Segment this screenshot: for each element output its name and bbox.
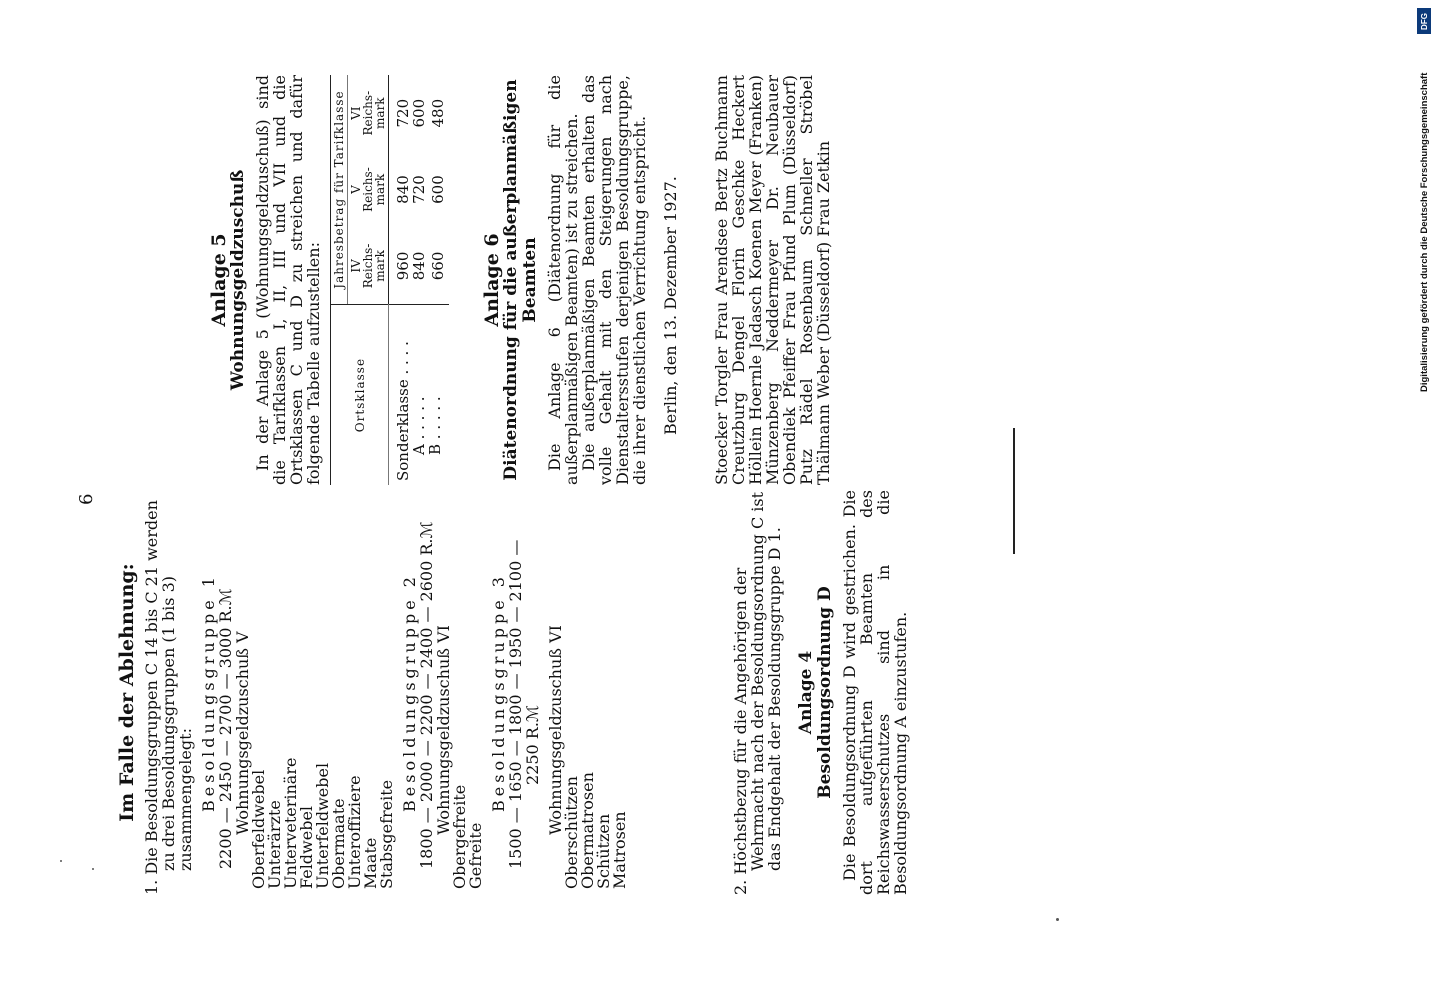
group-3-title: Besoldungsgruppe 3	[489, 573, 508, 812]
group-1-ranks	[251, 490, 395, 895]
table-row-label: Sonderklasse . . . .	[389, 305, 412, 485]
table-header-group: Jahresbetrag für Tarifklasse	[331, 75, 348, 305]
rotated-document-page	[60, 55, 920, 935]
item-2	[732, 490, 783, 895]
dfg-logo-text: DFG	[1419, 13, 1429, 30]
group-2-ranks	[452, 490, 484, 895]
signatures: Stoecker Torgler Frau Arendsee Bertz Buchmann Creutzburg Dengel Florin Geschke Heckert Höllein Hoernle Jadasch Koenen Meyer (Franken) Münzenberg Neddermeyer Dr. Neubauer Obendiek Pfeiffer Frau Pfund Plum (Düsseldorf) Putz Rädel Rosenbaum Schneller Ströbel Thälmann Weber (Düsseldorf) Frau Zetkin	[712, 75, 833, 485]
rank-item: Maate	[361, 837, 380, 889]
table-cell: 840	[394, 175, 412, 204]
anlage-4-subtitle: Besoldungsordnung D	[815, 586, 835, 799]
item-1	[143, 490, 194, 895]
rank-item: Unteroffiziere	[345, 775, 364, 889]
item-1-number: 1.	[142, 879, 161, 895]
table-cell: 960	[394, 251, 412, 281]
table-header-col	[348, 228, 389, 305]
group-3-scale-cont: 2250 R.ℳ	[523, 704, 542, 785]
rank-item: Stabsgefreite	[377, 779, 396, 889]
table-header-class: VI	[349, 106, 363, 120]
scan-speck	[92, 868, 94, 870]
page-divider-rule	[1013, 428, 1015, 554]
group-2-title: Besoldungsgruppe 2	[400, 573, 419, 812]
table-row-label: A . . . . .	[411, 305, 427, 485]
rank-item: Oberfeldwebel	[249, 769, 268, 889]
group-2-scale: 1800 — 2000 — 2200 — 2400 — 2600 R.ℳ	[417, 521, 436, 869]
anlage-6-paragraph-1: Die Anlage 6 (Diätenordnung für die außerplanmäßigen Beamten) ist zu streichen.	[545, 75, 581, 485]
table-header-unit: Reichs-mark	[361, 90, 387, 136]
item-1-text: Die Besoldungsgruppen C 14 bis C 21 werden zu drei Besoldungsgruppen (1 bis 3) zusammengelegt:	[142, 500, 195, 875]
table-row-label: B . . . . .	[427, 305, 449, 485]
table-header-unit: Reichs-mark	[361, 243, 387, 289]
rank-item: Feldwebel	[297, 805, 316, 889]
ortsklasse-table	[330, 75, 449, 485]
group-1-title: Besoldungsgruppe 1	[199, 573, 218, 812]
digitization-credit: Digitalisierung gefördert durch die Deutsche Forschungsgemeinschaft	[1419, 72, 1430, 392]
rank-item: Gefreite	[466, 822, 485, 889]
anlage-6-subtitle: Diätenordnung für die außerplanmäßigen Beamten	[501, 79, 540, 481]
group-2-allowance: Wohnungsgeldzuschuß VI	[434, 625, 453, 835]
left-column-lower	[732, 490, 909, 895]
table-header-class: V	[349, 185, 363, 194]
scan-speck	[60, 860, 62, 862]
table-cell: 600	[429, 175, 447, 204]
rank-item: Unterveterinäre	[281, 757, 300, 889]
table-header-unit: Reichs-mark	[361, 167, 387, 212]
table-header-ortsklasse: Ortsklasse	[331, 305, 389, 485]
anlage-4-text: Die Besoldungsordnung D wird gestrichen. Die dort aufgeführten Beamten des Reichswasserschutzes sind in die Besoldungsordnung A einzustufen.	[840, 490, 910, 895]
rank-item: Obergefreite	[450, 784, 469, 889]
anlage-4-title: Anlage 4	[796, 650, 816, 735]
table-cell: 720	[410, 175, 428, 204]
rank-item: Schützen	[594, 813, 613, 889]
table-cell: 480	[429, 98, 447, 128]
anlage-5-subtitle: Wohnungsgeldzuschuß	[228, 169, 248, 391]
item-2-number: 2.	[731, 879, 750, 895]
rank-item: Oberschützen	[562, 776, 581, 889]
rank-item: Obermatrosen	[578, 772, 597, 889]
rank-item: Matrosen	[610, 811, 629, 889]
right-column	[210, 75, 832, 485]
anlage-6-title: Anlage 6	[481, 233, 503, 327]
date-line: Berlin, den 13. Dezember 1927.	[661, 176, 680, 435]
group-1-scale: 2200 — 2450 — 2700 — 3000 R.ℳ	[216, 588, 235, 869]
group-3-ranks	[564, 490, 628, 895]
table-header-class: IV	[349, 259, 363, 273]
anlage-5-title: Anlage 5	[208, 233, 230, 327]
scan-speck	[1056, 918, 1059, 921]
table-row	[411, 75, 427, 485]
rejection-heading: Im Falle der Ablehnung:	[116, 563, 138, 822]
table-header-col	[348, 75, 389, 151]
table-cell: 660	[429, 251, 447, 281]
table-cell: 840	[410, 251, 428, 281]
rank-item: Unterärzte	[265, 800, 284, 889]
rank-item: Obermaate	[329, 798, 348, 889]
table-cell: 720	[394, 98, 412, 128]
anlage-6-paragraph-2: Die außerplanmäßigen Beamten erhalten das volle Gehalt mit den Steigerungen nach Dienstaltersstufen derjenigen Besoldungsgruppe, die ihrer dienstlichen Verrichtung entspricht.	[579, 75, 649, 485]
item-2-text: Höchstbezug für die Angehörigen der Wehrmacht nach der Besoldungsordnung C ist das Endgehalt der Besoldungsgruppe D 1.	[731, 491, 784, 875]
table-header-col	[348, 151, 389, 227]
anlage-5-text: In der Anlage 5 (Wohnungsgeldzuschuß) sind die Tarifklassen I, II, III und VII und die Ortsklassen C und D zu streichen und dafür folgende Tabelle aufzustellen:	[253, 75, 323, 485]
table-cell: 600	[410, 98, 428, 128]
rank-item: Unterfeldwebel	[313, 762, 332, 889]
left-column	[118, 490, 628, 895]
table-row	[389, 75, 412, 485]
table-row	[427, 75, 449, 485]
group-3-scale: 1500 — 1650 — 1800 — 1950 — 2100 —	[506, 539, 525, 869]
group-3-allowance: Wohnungsgeldzuschuß VI	[546, 625, 565, 835]
page-number: 6	[76, 493, 97, 505]
group-1-allowance: Wohnungsgeldzuschuß V	[233, 631, 252, 835]
